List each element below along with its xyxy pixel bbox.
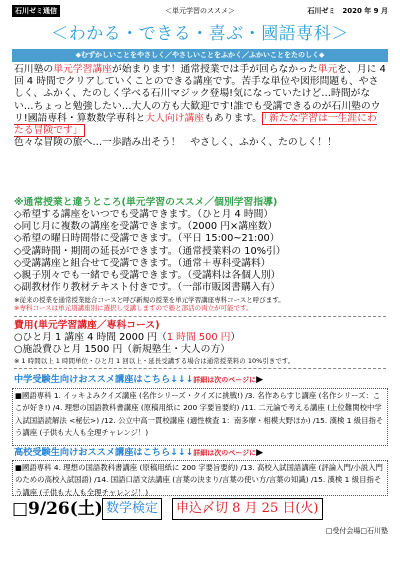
senior-course-list: ■國語専科 4. 理想の国語教科書講座 (原稿用紙に 200 字要旨要約) /13. 高校入試国語講座 (評論入門/小説入門のための高校入試国語) /14. 国語口語文法講座 (言葉の決まり/言葉の使い方/言葉の知識) /15. 漢検 1 級目指そう講座 (子供も大人も全理チャレンジ！) — [12, 460, 388, 496]
feature-item: ◇受講講座と組合せて受講できます。（通常＋専科受講料） — [14, 257, 271, 269]
junior-course-list: ■國語専科 1. イッキよみクイズ講座 (名作シリーズ・クイズに挑戦!) /3. 名作あらすじ講座 (名作シリーズ：ここが好き!) /4. 理想の国語教科書講座 (原稿用紙に 200 字要旨要約) /11. 二元論で考える講座 (上位難関校中学入試国語読解法 <秘伝>) /12. 公立中高一貫校講座 (適性検査 1：南多摩・相模大野ほか) /15. 漢検 1 級目指そう講座 (子供も大人も全理チャレンジ！) — [12, 388, 388, 446]
venue-label: □受付会場□石川塾 — [325, 527, 388, 535]
event-row — [12, 497, 388, 523]
intro-paragraph: 石川塾の単元学習講座が始まります！通常授業では手が回らなかった単元を、月に 4 回 4 時間でクリアしていくことのできる講座です。苦手な単位や図形問題も、やさしく、ふかく、たのしく学べる石川マジック登場!気になっていたけど…時間がない…ちょっと勉強したい…大人の方も大歓迎です!誰でも受講できるのが石川塾のウリ!國語専科・算数数学専科と大人向け講座もあります。 「新たな学習は一生涯にわたる冒険です」 色々な冒険の旅へ…一歩踏み出そう！ やさしく、ふかく、たのしく！！ — [14, 64, 386, 149]
junior-detail-link[interactable]: 詳細は次のページに — [193, 376, 257, 384]
motto-bar: ◆むずかしいことをやさしく／やさしいことをふかく／ふかいことをたのしく◆ — [12, 49, 388, 62]
fees-heading: 費用(単元学習講座／専科コース) — [14, 320, 160, 331]
header-bar — [12, 5, 388, 19]
newsletter-badge: 石川ゼミ通信 — [12, 5, 60, 17]
intro-highlight-course: 単元学習講座 — [53, 64, 112, 75]
header-date: 石川ゼミ 2020 年 9 月 — [307, 7, 388, 15]
exam-name-box: 数学検定 — [102, 498, 162, 520]
feature-item: ◇同じ月に複数の講座を受講できます。（2000 円×講座数） — [14, 221, 278, 233]
senior-promo-headline: 高校受験生向けおススメ講座はこちら↓↓↓詳細は次のページに▶ — [14, 447, 264, 458]
fees-hourly-rate: 1 時間 500 円 — [166, 332, 231, 343]
header-center-title: ＜単元学習のススメ＞ — [165, 7, 235, 15]
divider — [14, 316, 386, 317]
fees-list: ○ひと月 1 講座 4 時間 2000 円（1 時間 500 円） ○施設費ひと月 1500 円（新規塾生・大人の方） — [14, 332, 386, 356]
features-note-1: ※従来の授業を通常授業総合コースと呼び新規の授業を単元学習講座専科コースと呼びます。 — [14, 296, 285, 304]
feature-item: ◇希望する講座をいつでも受講できます。（ひと月 4 時間） — [14, 209, 274, 220]
divider — [14, 368, 386, 369]
senior-detail-link[interactable]: 詳細は次のページに — [193, 449, 257, 457]
event-date: □9/26(土) — [12, 499, 103, 519]
features-list — [14, 209, 386, 294]
intro-highlight-adult: 大人向け講座 — [145, 112, 205, 124]
junior-promo-headline: 中学受験生向けおススメ講座はこちら↓↓↓詳細は次のページに▶ — [14, 374, 264, 385]
arrow-right-icon: ▶ — [256, 374, 264, 385]
deadline-box: 申込〆切 8 月 25 日(火) — [172, 498, 323, 520]
feature-item: ◇希望の曜日時間帯に受講できます。（平日 15:00~21:00） — [14, 233, 280, 245]
feature-item: ◇受講時間・期間の延長ができます。（通常授業料の 10%引） — [14, 245, 286, 257]
intro-quote-box: 「新たな学習は一生涯にわたる冒険です」 — [14, 112, 377, 137]
feature-item: ◇副教材作り教材テキスト付きです。（一部市販図書購入有） — [14, 282, 281, 294]
feature-item: ◇親子別々でも一緒でも受講できます。（受講料は各個人別） — [14, 270, 281, 282]
fees-facility: ○施設費ひと月 1500 円（新規塾生・大人の方） — [14, 344, 231, 356]
features-note-2: ※専科コースは単元別講座別に選択し受講しますので塾と部活の両立が可能です。 — [14, 304, 253, 312]
page-title: ＜わかる・できる・喜ぶ・國語専科＞ — [51, 24, 349, 44]
features-heading: ※通常授業と違うところ(単元学習のススメ／個別学習指導) — [14, 197, 278, 208]
arrow-right-icon: ▶ — [256, 447, 264, 458]
fees-note: ※ 1 時間以上 1 時間単位・ひと月 1 回以上・延長受講する場合は通常授業料の 10%引きです。 — [14, 357, 295, 365]
